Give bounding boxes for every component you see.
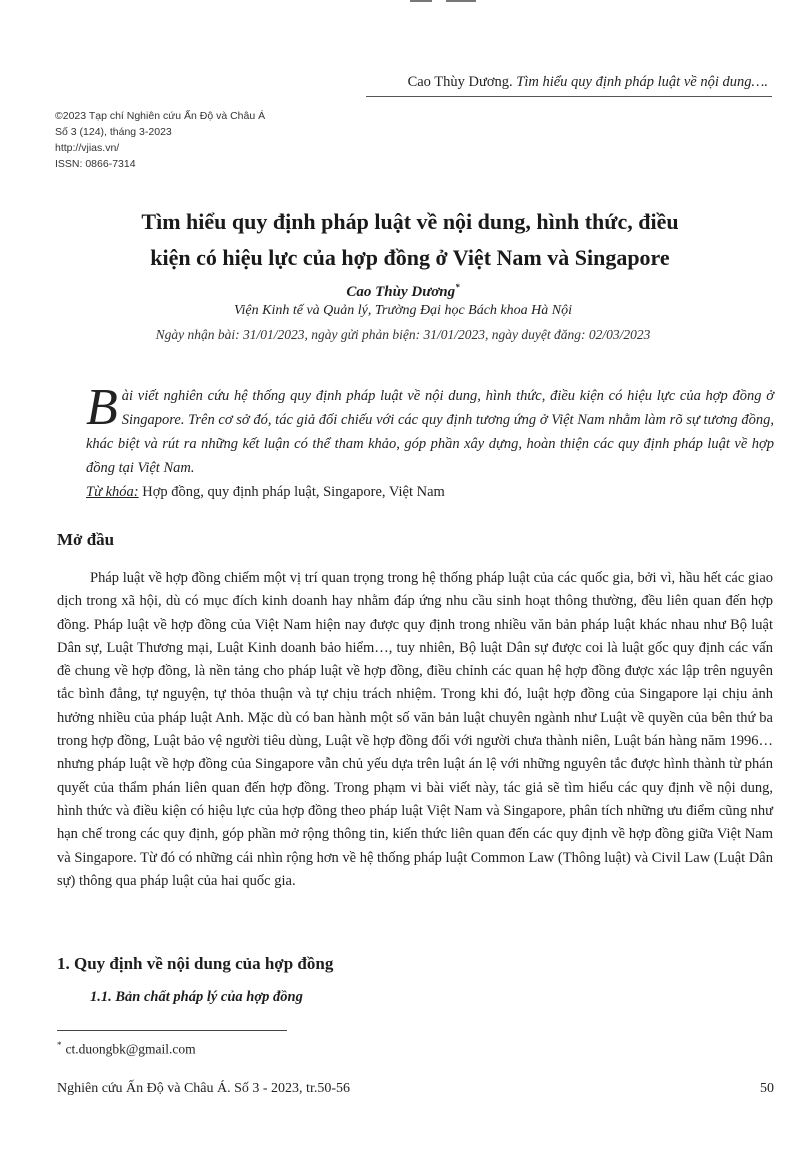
running-header-title: Tìm hiểu quy định pháp luật về nội dung…. (516, 74, 768, 90)
footnote-email: ct.duongbk@gmail.com (65, 1041, 196, 1057)
article-dates: Ngày nhận bài: 31/01/2023, ngày gửi phản biện: 31/01/2023, ngày duyệt đăng: 02/03/2023 (155, 327, 651, 342)
journal-url[interactable]: http://vjias.vn/ (55, 142, 120, 154)
header-rule (366, 96, 772, 97)
footnote (57, 1040, 196, 1058)
keywords-label: Từ khóa: (86, 484, 139, 500)
section-1-heading: 1. Quy định về nội dung của hợp đồng (57, 954, 334, 973)
page-number: 50 (760, 1081, 774, 1096)
section-1-1-heading: 1.1. Bản chất pháp lý của hợp đồng (90, 989, 303, 1005)
journal-info (55, 108, 265, 172)
abstract-dropcap: B (86, 379, 118, 436)
title-line-1: Tìm hiểu quy định pháp luật về nội dung, hình thức, điều (141, 209, 679, 234)
affiliation: Viện Kinh tế và Quản lý, Trường Đại học Bách khoa Hà Nội (234, 303, 572, 318)
keywords (86, 484, 774, 501)
scan-mark (410, 0, 490, 4)
abstract (86, 379, 774, 480)
intro-heading: Mở đầu (57, 530, 115, 549)
author-name: Cao Thùy Dương (346, 284, 456, 300)
journal-issn: ISSN: 0866-7314 (55, 158, 136, 170)
article-title (60, 204, 760, 276)
footnote-mark: * (57, 1040, 62, 1050)
keywords-text: Hợp đồng, quy định pháp luật, Singapore, Việt Nam (142, 484, 445, 500)
running-header (408, 74, 768, 91)
footer-citation: Nghiên cứu Ấn Độ và Châu Á. Số 3 - 2023, tr.50-56 (57, 1081, 351, 1096)
title-line-2: kiện có hiệu lực của hợp đồng ở Việt Nam và Singapore (150, 245, 670, 270)
author-footnote-mark: * (455, 282, 460, 292)
intro-body (57, 567, 773, 893)
running-header-author: Cao Thùy Dương. (407, 74, 513, 90)
author (0, 282, 806, 301)
journal-issue: Số 3 (124), tháng 3-2023 (55, 126, 172, 138)
journal-copyright: ©2023 Tạp chí Nghiên cứu Ấn Độ và Châu Á (55, 110, 266, 122)
intro-paragraph: Pháp luật về hợp đồng chiếm một vị trí quan trọng trong hệ thống pháp luật của các quốc gia, bởi vì, hầu hết các giao dịch trong xã hội, dù có mục đích kinh doanh hay nhằm đáp ứng nhu cầu sinh hoạt thông thường, đều liên quan đến hợp đồng. Pháp luật về hợp đồng của Việt Nam hiện nay được quy định trong nhiều văn bản pháp luật khác nhau như Bộ luật Dân sự, Luật Thương mại, Luật Kinh doanh bảo hiểm…, tuy nhiên, Bộ luật Dân sự được coi là luật gốc quy định các vấn đề chung về hợp đồng, là nền tảng cho pháp luật về hợp đồng, điều chỉnh các quan hệ hợp đồng được xác lập trên nguyên tắc bình đẳng, tự nguyện, tự thỏa thuận và tự chịu trách nhiệm. Trong khi đó, luật hợp đồng của Singapore lại chịu ảnh hưởng nhiều của pháp luật Anh. Mặc dù có ban hành một số văn bản luật chuyên ngành như Luật về quyền của bên thứ ba trong hợp đồng, Luật bảo vệ người tiêu dùng, Luật về hợp đồng đối với người chưa thành niên, Luật bán hàng năm 1996… nhưng pháp luật về hợp đồng của Singapore vẫn chủ yếu dựa trên luật án lệ với những nguyên tắc được hình thành từ phán quyết của thẩm phán liên quan đến hợp đồng. Trong phạm vi bài viết này, tác giả sẽ tìm hiểu các quy định về nội dung, hình thức và điều kiện có hiệu lực của hợp đồng theo pháp luật Việt Nam và Singapore, phân tích những ưu điểm cũng như hạn chế trong các quy định, góp phần mở rộng thông tin, kiến thức liên quan đến các quy định về hợp đồng giữa Việt Nam và Singapore. Từ đó có những cái nhìn rộng hơn về hệ thống pháp luật Common Law (Thông luật) và Civil Law (Luật Dân sự) thông qua pháp luật của hai quốc gia. (57, 570, 773, 889)
abstract-text: ài viết nghiên cứu hệ thống quy định pháp luật về nội dung, hình thức, điều kiện có hiệu lực của hợp đồng ở Singapore. Trên cơ sở đó, tác giả đối chiếu với các quy định tương ứng ở Việt Nam nhằm làm rõ sự tương đồng, khác biệt và rút ra những kết luận có thể tham khảo, góp phần xây dựng, hoàn thiện các quy định pháp luật về hợp đồng tại Việt Nam. (86, 388, 774, 476)
footnote-rule (57, 1030, 287, 1031)
